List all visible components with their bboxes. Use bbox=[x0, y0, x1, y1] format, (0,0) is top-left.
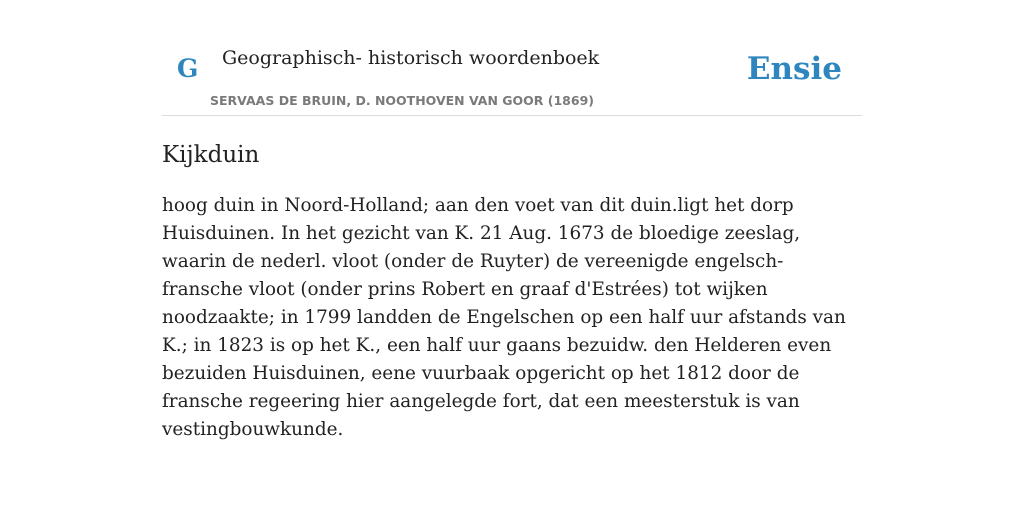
book-header bbox=[162, 0, 862, 116]
entry-title: Kijkduin bbox=[162, 142, 260, 168]
page bbox=[162, 0, 862, 444]
ensie-logo-link[interactable]: Ensie bbox=[746, 51, 842, 87]
book-authors: SERVAAS DE BRUIN, D. NOOTHOVEN VAN GOOR (1869) bbox=[210, 93, 594, 108]
book-logo-letter[interactable]: G bbox=[177, 54, 199, 83]
book-title[interactable]: Geographisch- historisch woordenboek bbox=[222, 47, 600, 69]
entry-body: hoog duin in Noord-Holland; aan den voet van dit duin.ligt het dorp Huisduinen. In het gezicht van K. 21 Aug. 1673 de bloedige zeeslag, waarin de nederl. vloot (onder de Ruyter) de vereenigde engelsch-fransche vloot (onder prins Robert en graaf d'Estrées) tot wijken noodzaakte; in 1799 landden de Engelschen op een half uur afstands van K.; in 1823 is op het K., een half uur gaans bezuidw. den Helderen even bezuiden Huisduinen, eene vuurbaak opgericht op het 1812 door de fransche regeering hier aangelegde fort, dat een meesterstuk is van vestingbouwkunde. bbox=[162, 195, 846, 440]
